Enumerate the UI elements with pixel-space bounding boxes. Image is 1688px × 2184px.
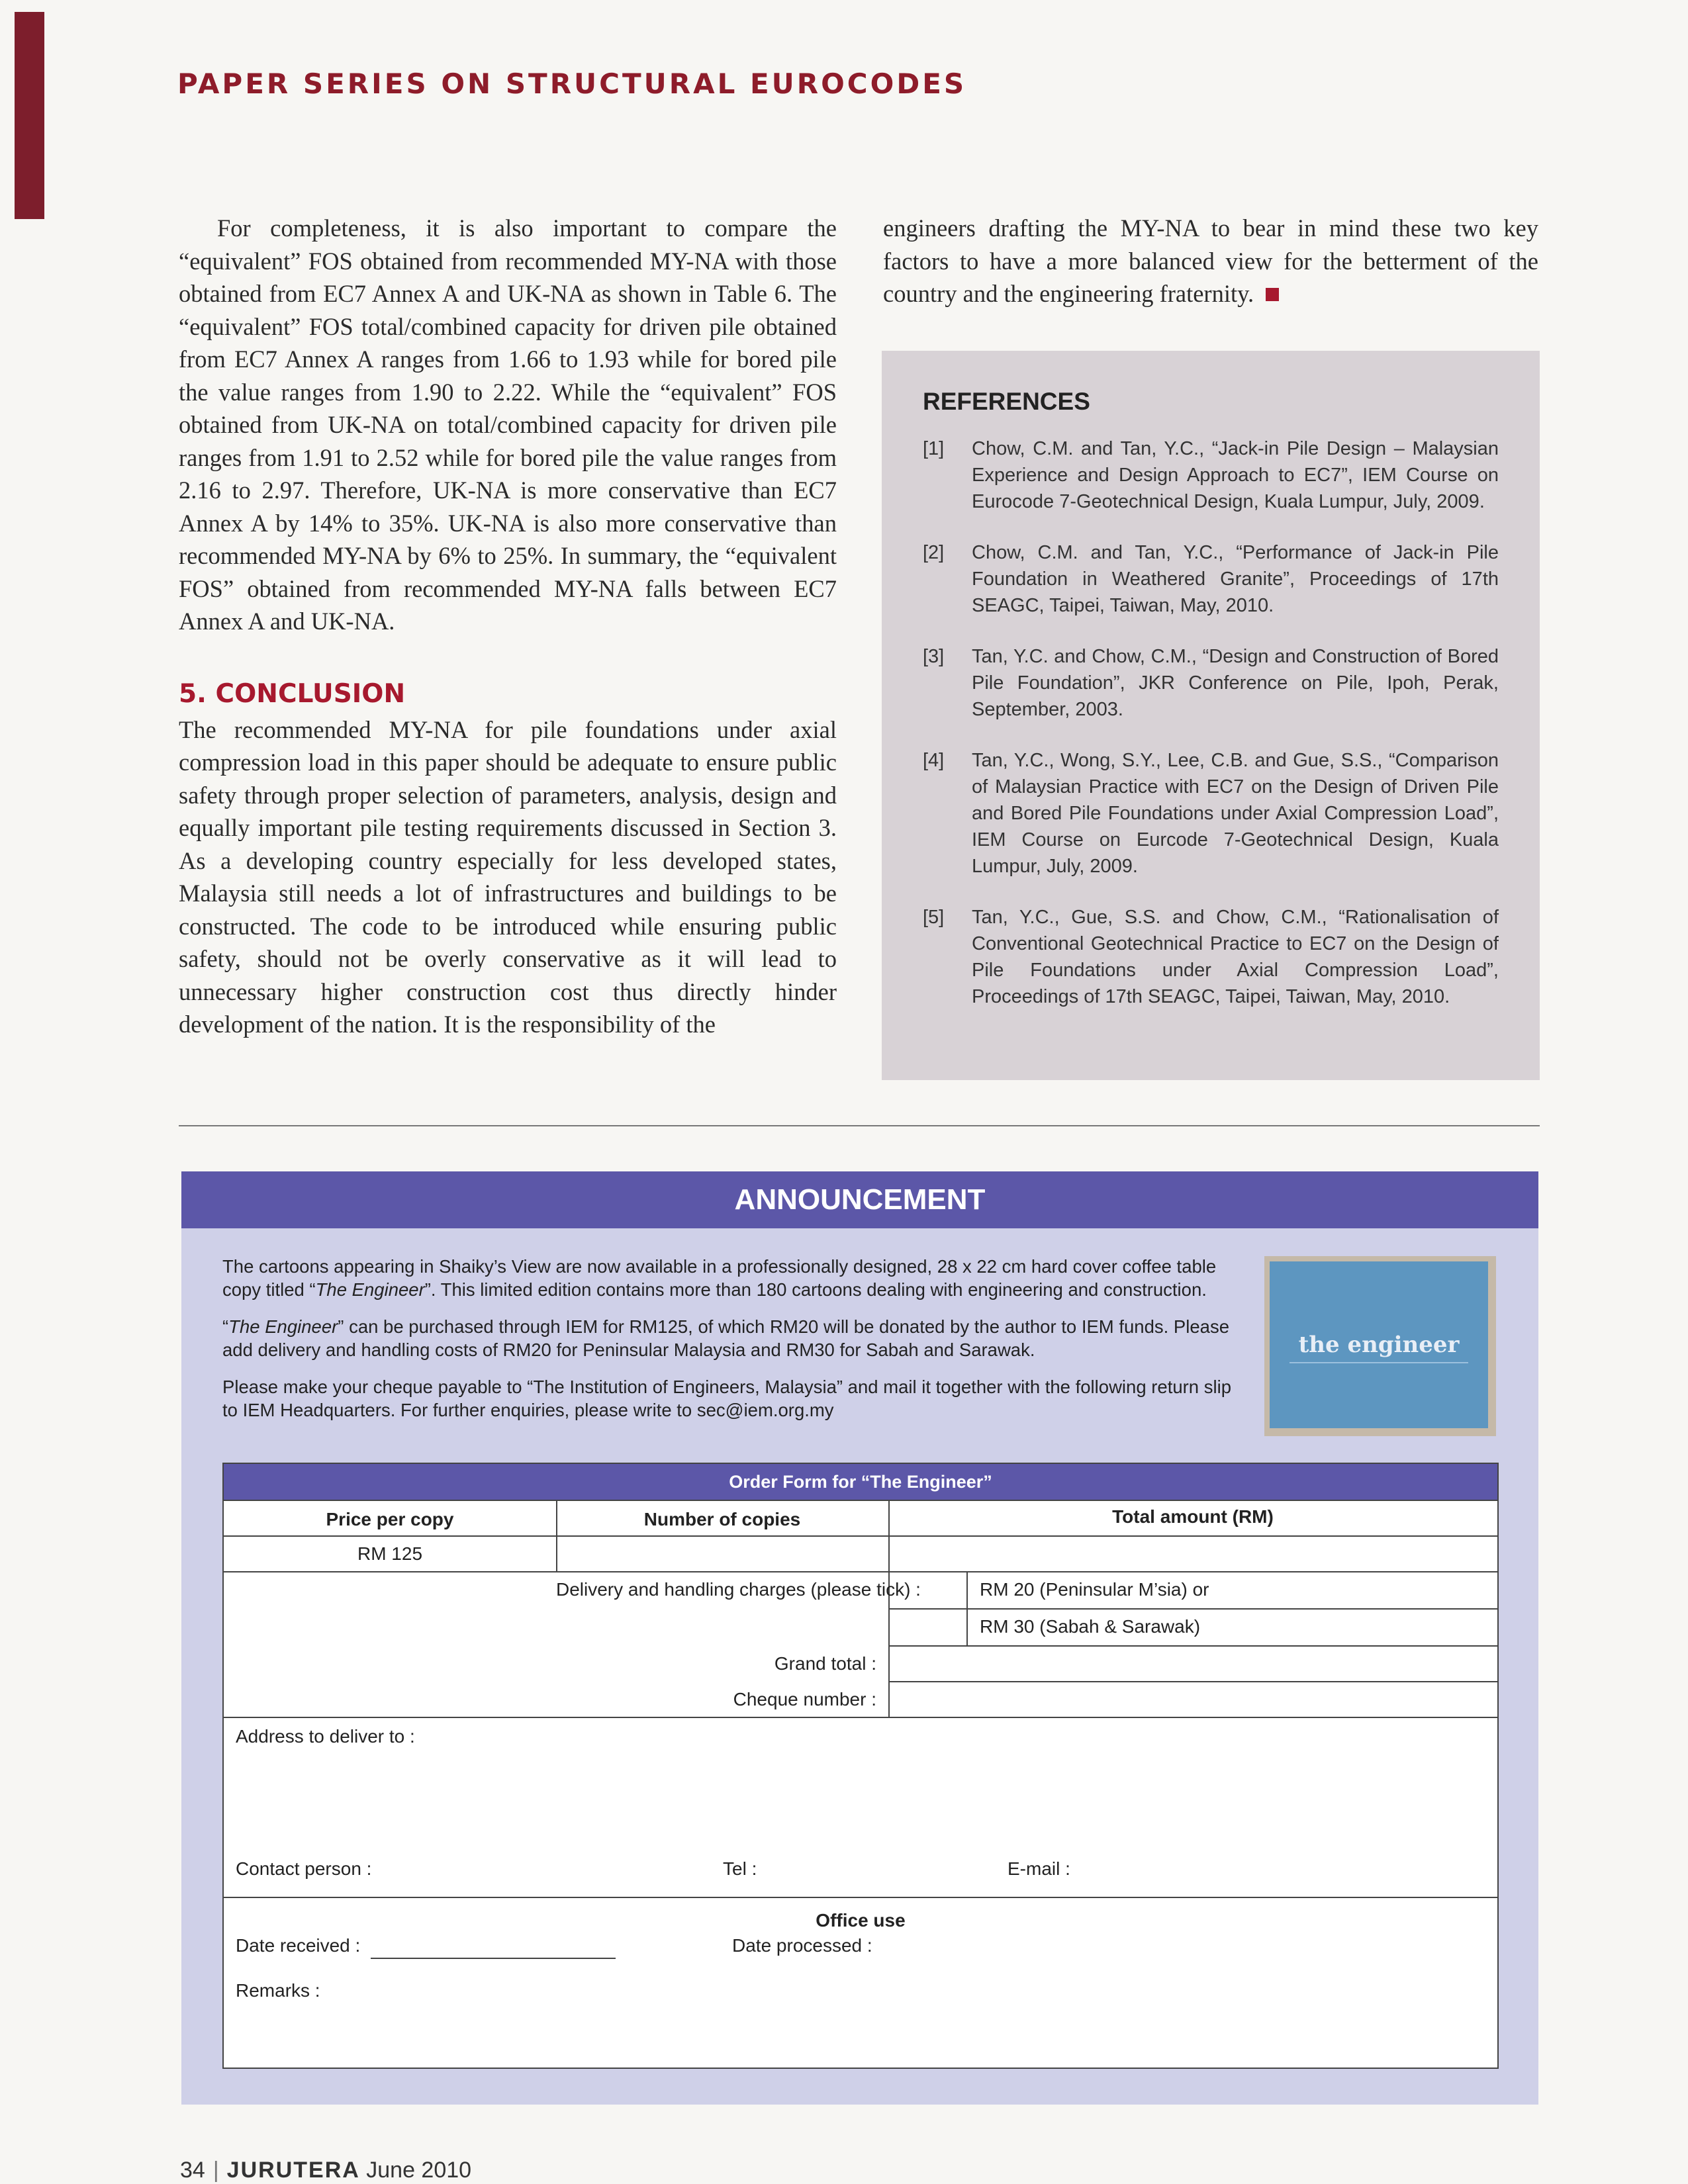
remarks-label: Remarks : (236, 1980, 320, 2001)
references-heading: REFERENCES (923, 388, 1090, 415)
reference-number: [3] (923, 646, 945, 667)
reference-item (923, 747, 1499, 880)
text-segment: ” can be purchased through IEM for RM125, of which RM20 will be donated by the author to IEM funds. Please add delivery and handling costs of RM20 for Peninsular Malaysia and RM30 for Sabah and Sarawak. (222, 1316, 1229, 1360)
section-divider (179, 1125, 1540, 1126)
left-column (179, 212, 837, 1041)
column-header-price: Price per copy (326, 1509, 454, 1529)
footer-separator: | (212, 2158, 219, 2183)
reference-number: [4] (923, 750, 945, 771)
announcement-paragraph: Please make your cheque payable to “The Institution of Engineers, Malaysia” and mail it together with the following return slip to IEM Headquarters. For further enquiries, please write to sec@iem.org.my (222, 1377, 1232, 1420)
form-rule (888, 1500, 890, 1717)
series-title: PAPER SERIES ON STRUCTURAL EUROCODES (177, 68, 967, 100)
date-processed-label: Date processed : (732, 1935, 872, 1956)
order-form-title: Order Form for “The Engineer” (224, 1464, 1497, 1500)
delivery-option-sabah-sarawak[interactable]: RM 30 (Sabah & Sarawak) (980, 1616, 1201, 1637)
address-label: Address to deliver to : (236, 1726, 415, 1747)
text-segment: The cartoons appearing in Shaiky’s View are now available in a professionally designed, 28 x 22 cm hard cover coffee table copy titled “ (222, 1256, 1217, 1300)
book-cover-title: the engineer (1298, 1332, 1460, 1358)
book-cover-rule (1289, 1362, 1468, 1370)
form-rule (966, 1571, 968, 1645)
references-box (882, 351, 1540, 1080)
contact-person-label: Contact person : (236, 1858, 372, 1879)
end-mark-icon (1266, 288, 1279, 301)
reference-text: Chow, C.M. and Tan, Y.C., “Jack-in Pile Design – Malaysian Experience and Design Approach to EC7”, IEM Course on Eurocode 7-Geotechnical Design, Kuala Lumpur, July, 2009. (972, 438, 1499, 512)
sidebar-accent-bar (15, 12, 44, 219)
reference-item (923, 539, 1499, 619)
grand-total-label: Grand total : (774, 1653, 876, 1674)
conclusion-text: The recommended MY-NA for pile foundations under axial compression load in this paper should be adequate to ensure public safety through proper selection of parameters, analysis, design and equally important pile testing requirements discussed in Section 3. As a developing country especially for less developed states, Malaysia still needs a lot of infrastructures and buildings to be constructed. The code to be introduced while ensuring public safety, should not be overly conservative as it will lead to unnecessary higher construction cost thus directly hinder development of the nation. It is the responsibility of the (179, 715, 837, 1038)
announcement-text (222, 1255, 1242, 1435)
announcement-title: ANNOUNCEMENT (181, 1171, 1538, 1228)
reference-number: [2] (923, 542, 945, 563)
order-form (222, 1463, 1499, 2069)
page-footer (180, 2158, 471, 2183)
delivery-label: Delivery and handling charges (please tick) : (556, 1579, 921, 1600)
form-rule (224, 1897, 1497, 1898)
book-name: The Engineer (228, 1316, 338, 1337)
conclusion-heading: 5. CONCLUSION (179, 678, 406, 709)
form-rule (888, 1608, 1497, 1610)
continuation-text: engineers drafting the MY-NA to bear in mind these two key factors to have a more balanced view for the betterment of the country and the engineering fraternity. (883, 214, 1538, 307)
magazine-name: JURUTERA (226, 2158, 360, 2183)
reference-text: Chow, C.M. and Tan, Y.C., “Performance of Jack-in Pile Foundation in Weathered Granite”, Proceedings of 17th SEAGC, Taipei, Taiwan, May, 2010. (972, 542, 1499, 616)
page-number: 34 (180, 2158, 205, 2183)
reference-number: [5] (923, 907, 945, 928)
announcement-paragraph (222, 1315, 1242, 1361)
reference-number: [1] (923, 438, 945, 459)
book-cover (1270, 1261, 1488, 1428)
text-segment: ”. This limited edition contains more than 180 cartoons dealing with engineering and construction. (424, 1279, 1207, 1300)
book-name: The Engineer (315, 1279, 425, 1300)
form-rule (224, 1500, 1497, 1501)
column-header-total: Total amount (RM) (1112, 1506, 1274, 1527)
form-rule (224, 1571, 1497, 1572)
price-value: RM 125 (357, 1543, 423, 1564)
email-label: E-mail : (1008, 1858, 1070, 1879)
reference-text: Tan, Y.C., Wong, S.Y., Lee, C.B. and Gue, S.S., “Comparison of Malaysian Practice with EC7 on the Design of Driven Pile and Bored Pile Foundations under Axial Compression Load”, IEM Course on Eurcode 7-Geotechnical Design, Kuala Lumpur, July, 2009. (972, 750, 1499, 877)
issue-date: June 2010 (366, 2158, 472, 2183)
text-segment: “ (222, 1316, 229, 1337)
reference-item (923, 435, 1499, 515)
form-rule (888, 1681, 1497, 1682)
form-rule (224, 1717, 1497, 1718)
date-received-line[interactable] (371, 1958, 616, 1959)
office-use-label: Office use (816, 1910, 906, 1931)
column-header-copies: Number of copies (643, 1509, 801, 1529)
announcement-box (181, 1171, 1538, 2105)
reference-text: Tan, Y.C., Gue, S.S. and Chow, C.M., “Rationalisation of Conventional Geotechnical Practice to EC7 on the Design of Pile Foundations under Axial Compression Load”, Proceedings of 17th SEAGC, Taipei, Taiwan, May, 2010. (972, 907, 1499, 1007)
paragraph-fos-comparison: For completeness, it is also important to compare the “equivalent” FOS obtained from recommended MY-NA with those obtained from EC7 Annex A and UK-NA as shown in Table 6. The “equivalent” FOS total/combined capacity for driven pile obtained from EC7 Annex A ranges from 1.66 to 1.93 while for bored pile the value ranges from 1.90 to 2.22. While the “equivalent” FOS obtained from UK-NA on total/combined capacity for driven pile ranges from 1.91 to 2.52 while for bored pile the value ranges from 2.16 to 2.97. Therefore, UK-NA is more conservative than EC7 Annex A by 14% to 35%. UK-NA is also more conservative than recommended MY-NA by 6% to 25%. In summary, the “equivalent FOS” obtained from recommended MY-NA falls between EC7 Annex A and UK-NA. (179, 214, 837, 635)
reference-item (923, 643, 1499, 723)
form-rule (888, 1645, 1497, 1647)
delivery-option-peninsular[interactable]: RM 20 (Peninsular M’sia) or (980, 1579, 1209, 1600)
tel-label: Tel : (723, 1858, 757, 1879)
cheque-number-label: Cheque number : (733, 1689, 876, 1709)
announcement-paragraph (222, 1255, 1242, 1301)
form-rule (224, 1535, 1497, 1537)
right-column (883, 212, 1538, 310)
reference-item (923, 904, 1499, 1010)
book-photo (1264, 1256, 1496, 1436)
conclusion-continuation (883, 212, 1538, 310)
date-received-label: Date received : (236, 1935, 361, 1956)
reference-text: Tan, Y.C. and Chow, C.M., “Design and Construction of Bored Pile Foundation”, JKR Conference on Pile, Ipoh, Perak, September, 2003. (972, 646, 1499, 720)
